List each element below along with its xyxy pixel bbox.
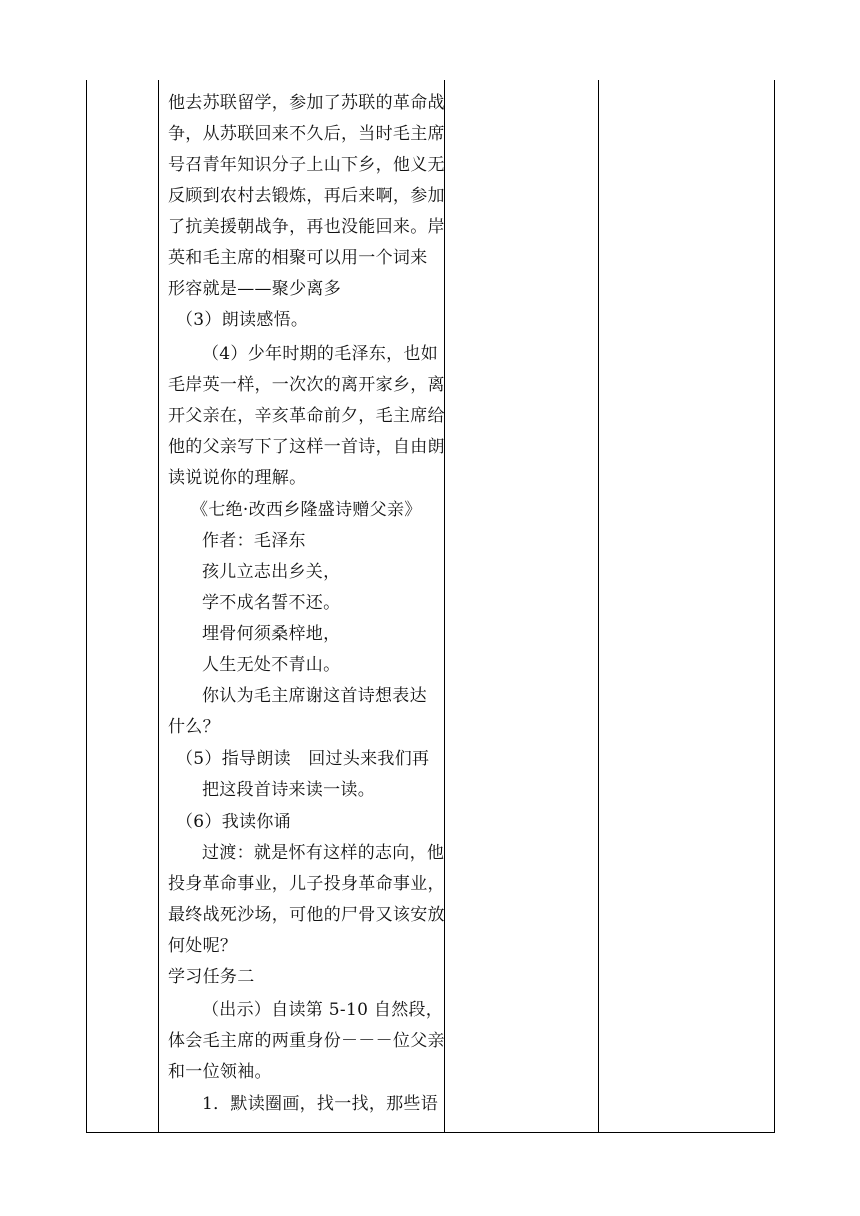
text-line: 争，从苏联回来不久后，当时毛主席 <box>168 124 445 144</box>
table-border-col2 <box>444 80 445 1133</box>
text-line: 你认为毛主席谢这首诗想表达 <box>202 686 427 706</box>
text-line: （出示）自读第 5-10 自然段， <box>202 1000 444 1020</box>
text-line: （4）少年时期的毛泽东，也如 <box>202 344 439 364</box>
text-line: 形容就是——聚少离多 <box>168 279 341 299</box>
text-line: 什么？ <box>168 717 220 737</box>
text-line: 体会毛主席的两重身份－－－位父亲 <box>168 1031 445 1051</box>
table-border-bottom <box>86 1132 775 1133</box>
text-line: 投身革命事业，儿子投身革命事业， <box>168 874 445 894</box>
text-line: 开父亲在，辛亥革命前夕，毛主席给 <box>168 406 445 426</box>
text-line: 和一位领袖。 <box>168 1062 272 1082</box>
text-line: （6）我读你诵 <box>176 812 291 832</box>
text-line: 反顾到农村去锻炼，再后来啊，参加 <box>168 186 445 206</box>
section-heading: 学习任务二 <box>168 967 255 987</box>
text-line: 1．默读圈画，找一找，那些语 <box>202 1094 439 1114</box>
text-line: 把这段首诗来读一读。 <box>202 780 375 800</box>
poem-title: 《七绝·改西乡隆盛诗赠父亲》 <box>191 500 422 520</box>
poem-line: 人生无处不青山。 <box>202 655 341 675</box>
text-line: 读说说你的理解。 <box>168 468 307 488</box>
table-border-right <box>774 80 775 1133</box>
text-line: 最终战死沙场，可他的尸骨又该安放 <box>168 905 445 925</box>
text-line: 过渡：就是怀有这样的志向，他 <box>202 843 445 863</box>
text-line: 他的父亲写下了这样一首诗，自由朗 <box>168 437 445 457</box>
text-line: （5）指导朗读 回过头来我们再 <box>176 749 430 769</box>
poem-line: 埋骨何须桑梓地， <box>202 624 341 644</box>
poem-line: 学不成名誓不还。 <box>202 593 341 613</box>
poem-author: 作者：毛泽东 <box>202 531 306 551</box>
text-line: 号召青年知识分子上山下乡，他义无 <box>168 155 445 175</box>
text-line: 何处呢？ <box>168 936 238 956</box>
text-line: 英和毛主席的相聚可以用一个词来 <box>168 248 428 268</box>
text-line: （3）朗读感悟。 <box>176 310 309 330</box>
text-line: 了抗美援朝战争，再也没能回来。岸 <box>168 217 445 237</box>
table-border-col3 <box>598 80 599 1133</box>
text-line: 他去苏联留学，参加了苏联的革命战 <box>168 93 445 113</box>
text-line: 毛岸英一样，一次次的离开家乡，离 <box>168 375 445 395</box>
table-border-col1 <box>158 80 159 1133</box>
table-border-left <box>86 80 87 1133</box>
poem-line: 孩儿立志出乡关， <box>202 562 341 582</box>
